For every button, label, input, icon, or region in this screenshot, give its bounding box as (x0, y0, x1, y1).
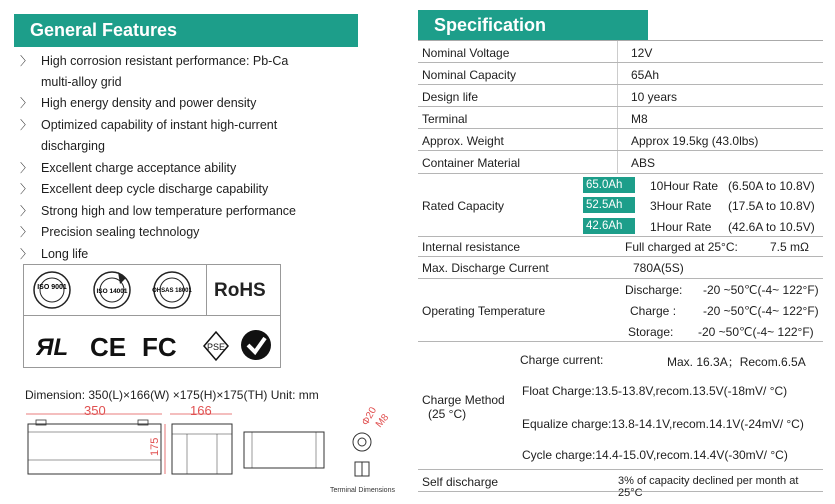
ccc-mark-icon (241, 330, 271, 360)
list-item: 〉 Precision sealing technology (20, 221, 320, 243)
chevron-right-icon: 〉 (20, 247, 33, 261)
table-row: Nominal Capacity 65Ah (418, 63, 823, 85)
features-title: General Features (30, 20, 178, 40)
ohsas-label: OHSAS 18001 (152, 288, 192, 294)
table-row: Nominal Voltage 12V (418, 41, 823, 63)
ul-mark-icon (36, 334, 68, 361)
battery-front-view (28, 424, 161, 474)
certificates-box (23, 264, 281, 368)
checkmark-icon (118, 272, 126, 284)
rohs-logo: RoHS (214, 280, 266, 301)
chevron-right-icon: 〉 (20, 204, 33, 218)
dimension-drawing (22, 402, 402, 502)
list-item: 〉 High corrosion resistant performance: Pb-Ca (20, 50, 320, 72)
terminal-icon (353, 433, 371, 451)
table-row: Internal resistance Full charged at 25°C: 7.5 mΩ (418, 237, 823, 257)
battery-top-view (244, 432, 324, 468)
iso9001-seal-icon (34, 272, 70, 308)
list-item: multi-alloy grid (41, 75, 122, 89)
spec-table (418, 41, 823, 501)
svg-text:PSE: PSE (206, 342, 226, 352)
table-row: Container Material ABS (418, 151, 823, 174)
capacity-badge: 52.5Ah (583, 197, 635, 213)
operating-temperature-row: Operating Temperature Discharge: -20 ~50℃(-4~ 122°F) Charge : -20 ~50℃(-4~ 122°F) Storage: -20 ~50℃(-4~ 122°F) (418, 279, 823, 342)
dimension-text: Dimension: 350(L)×166(W) ×175(H)×175(TH) Unit: mm (25, 388, 319, 402)
list-item: 〉 Excellent deep cycle discharge capability (20, 178, 320, 200)
iso9001-label: ISO 9001 (37, 284, 67, 291)
svg-text:ЯL: ЯL (36, 334, 69, 361)
features-header (14, 14, 358, 47)
rated-capacity-row: Rated Capacity 65.0Ah 10Hour Rate (6.50A to 10.8V) 52.5Ah 3Hour Rate (17.5A to 10.8V) 42.6Ah 1Hour Rate (42.6A to 10.5V) (418, 174, 823, 237)
chevron-right-icon: 〉 (20, 54, 33, 68)
charge-method-row: Charge Method (25 °C) Charge current: Max. 16.3A；Recom.6.5A Float Charge:13.5-13.8V,recom.13.5V(-18mV/ °C) Equalize charge:13.8-14.1V,recom.14.1V(-24mV/ °C) Cycle charge:14.4-15.0V,recom.14.4V(-30mV/ °C) (418, 342, 823, 470)
capacity-badge: 42.6Ah (583, 218, 635, 234)
width-label: 166 (190, 403, 212, 418)
table-row: Design life 10 years (418, 85, 823, 107)
chevron-right-icon: 〉 (20, 225, 33, 239)
chevron-right-icon: 〉 (20, 96, 33, 110)
table-row: Max. Discharge Current 780A(5S) (418, 257, 823, 279)
table-row: Self discharge 3% of capacity declined per month at 25°C (418, 470, 823, 492)
list-item: 〉 High energy density and power density (20, 92, 320, 114)
list-item: 〉 Strong high and low temperature performance (20, 200, 320, 222)
iso14001-label: ISO 14001 (96, 288, 128, 295)
capacity-badge: 65.0Ah (583, 177, 635, 193)
ce-mark-icon: CE (90, 332, 127, 362)
table-row: Approx. Weight Approx 19.5kg (43.0lbs) (418, 129, 823, 151)
height-label: 175 (149, 437, 161, 456)
iso14001-seal-icon (94, 272, 130, 308)
chevron-right-icon: 〉 (20, 118, 33, 132)
pse-mark-icon (204, 332, 228, 360)
spec-header (418, 10, 648, 40)
compliance-marks (36, 329, 276, 363)
chevron-right-icon: 〉 (20, 182, 33, 196)
list-item: 〉 Excellent charge acceptance ability (20, 157, 320, 179)
iso-certificates (30, 270, 200, 312)
terminal-caption: Terminal Dimensions (330, 487, 395, 494)
battery-side-view (172, 424, 232, 474)
chevron-right-icon: 〉 (20, 161, 33, 175)
table-row: Terminal M8 (418, 107, 823, 129)
list-item: 〉 Optimized capability of instant high-current (20, 114, 320, 136)
length-label: 350 (84, 403, 106, 418)
ohsas-seal-icon (152, 272, 192, 308)
list-item: discharging (41, 139, 105, 153)
spec-title: Specification (434, 15, 547, 35)
terminal-bolt-label: M8 (373, 412, 392, 430)
fc-mark-icon: FC (142, 332, 177, 362)
list-item: 〉 Long life (20, 243, 320, 265)
terminal-diameter-label: Φ20 (360, 405, 380, 428)
